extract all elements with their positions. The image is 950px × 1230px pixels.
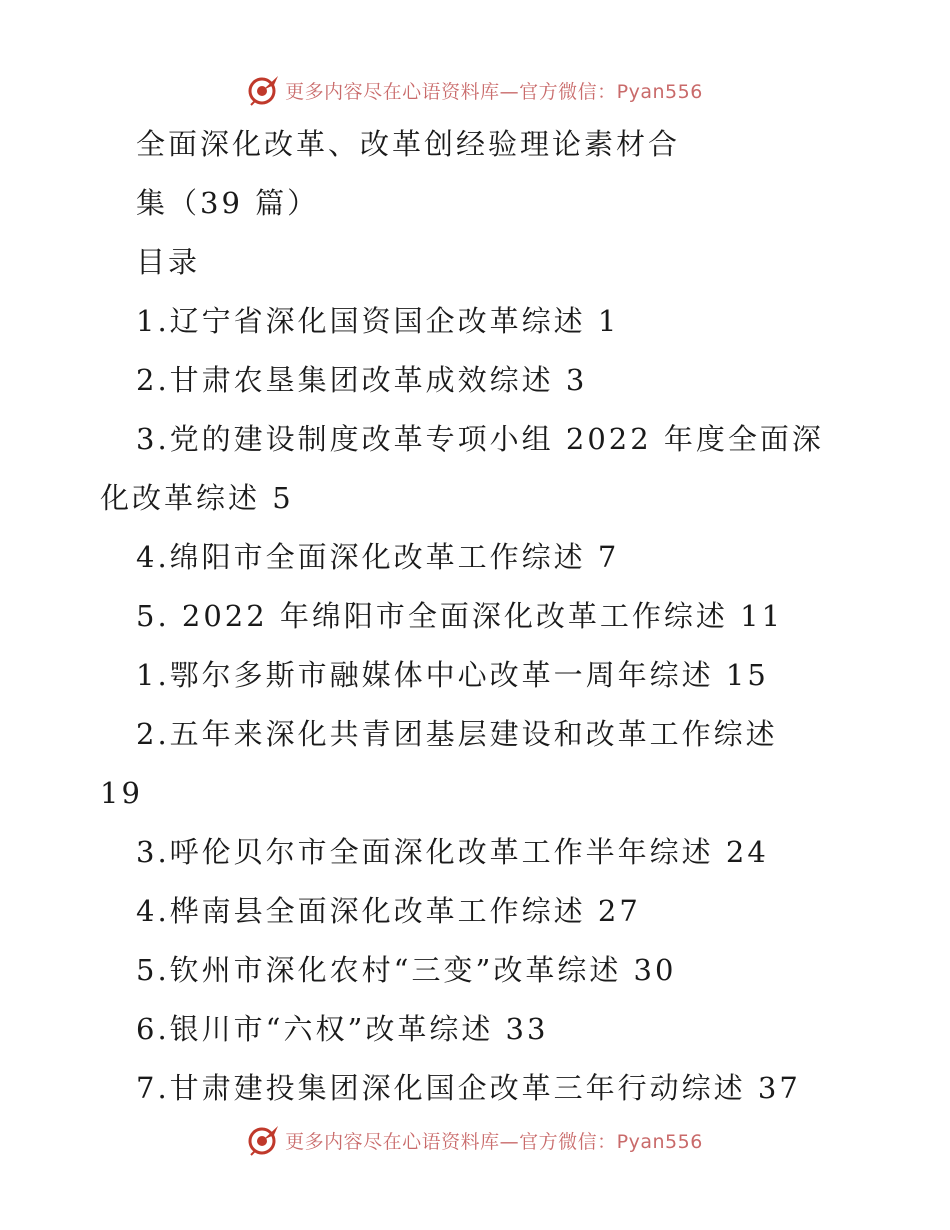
toc-line: 2.五年来深化共青团基层建设和改革工作综述 — [136, 717, 778, 751]
toc-line: 5.钦州市深化农村“三变”改革综述 30 — [136, 953, 677, 987]
toc-line: 化改革综述 5 — [100, 481, 294, 515]
toc-line: 7.甘肃建投集团深化国企改革三年行动综述 37 — [136, 1071, 801, 1105]
quill-logo-icon — [247, 1123, 281, 1157]
toc-line: 5. 2022 年绵阳市全面深化改革工作综述 11 — [136, 599, 784, 633]
toc-line: 3.党的建设制度改革专项小组 2022 年度全面深 — [136, 422, 824, 456]
document-title-line-2: 集（39 篇） — [136, 186, 320, 220]
toc-line: 6.银川市“六权”改革综述 33 — [136, 1012, 549, 1046]
footer-banner — [0, 1120, 950, 1160]
banner-text: 更多内容尽在心语资料库—官方微信：Pyan556 — [285, 1130, 703, 1153]
toc-line: 2.甘肃农垦集团改革成效综述 3 — [136, 363, 588, 397]
quill-logo-icon — [247, 73, 281, 107]
document-title-line-1: 全面深化改革、改革创经验理论素材合 — [136, 127, 681, 161]
toc-line: 4.桦南县全面深化改革工作综述 27 — [136, 894, 641, 928]
toc-line: 19 — [100, 776, 143, 810]
banner-text: 更多内容尽在心语资料库—官方微信：Pyan556 — [285, 80, 703, 103]
toc-line: 1.辽宁省深化国资国企改革综述 1 — [136, 304, 620, 338]
toc-heading: 目录 — [136, 245, 201, 279]
toc-line: 1.鄂尔多斯市融媒体中心改革一周年综述 15 — [136, 658, 769, 692]
header-banner — [0, 70, 950, 110]
toc-line: 4.绵阳市全面深化改革工作综述 7 — [136, 540, 620, 574]
toc-line: 3.呼伦贝尔市全面深化改革工作半年综述 24 — [136, 835, 769, 869]
